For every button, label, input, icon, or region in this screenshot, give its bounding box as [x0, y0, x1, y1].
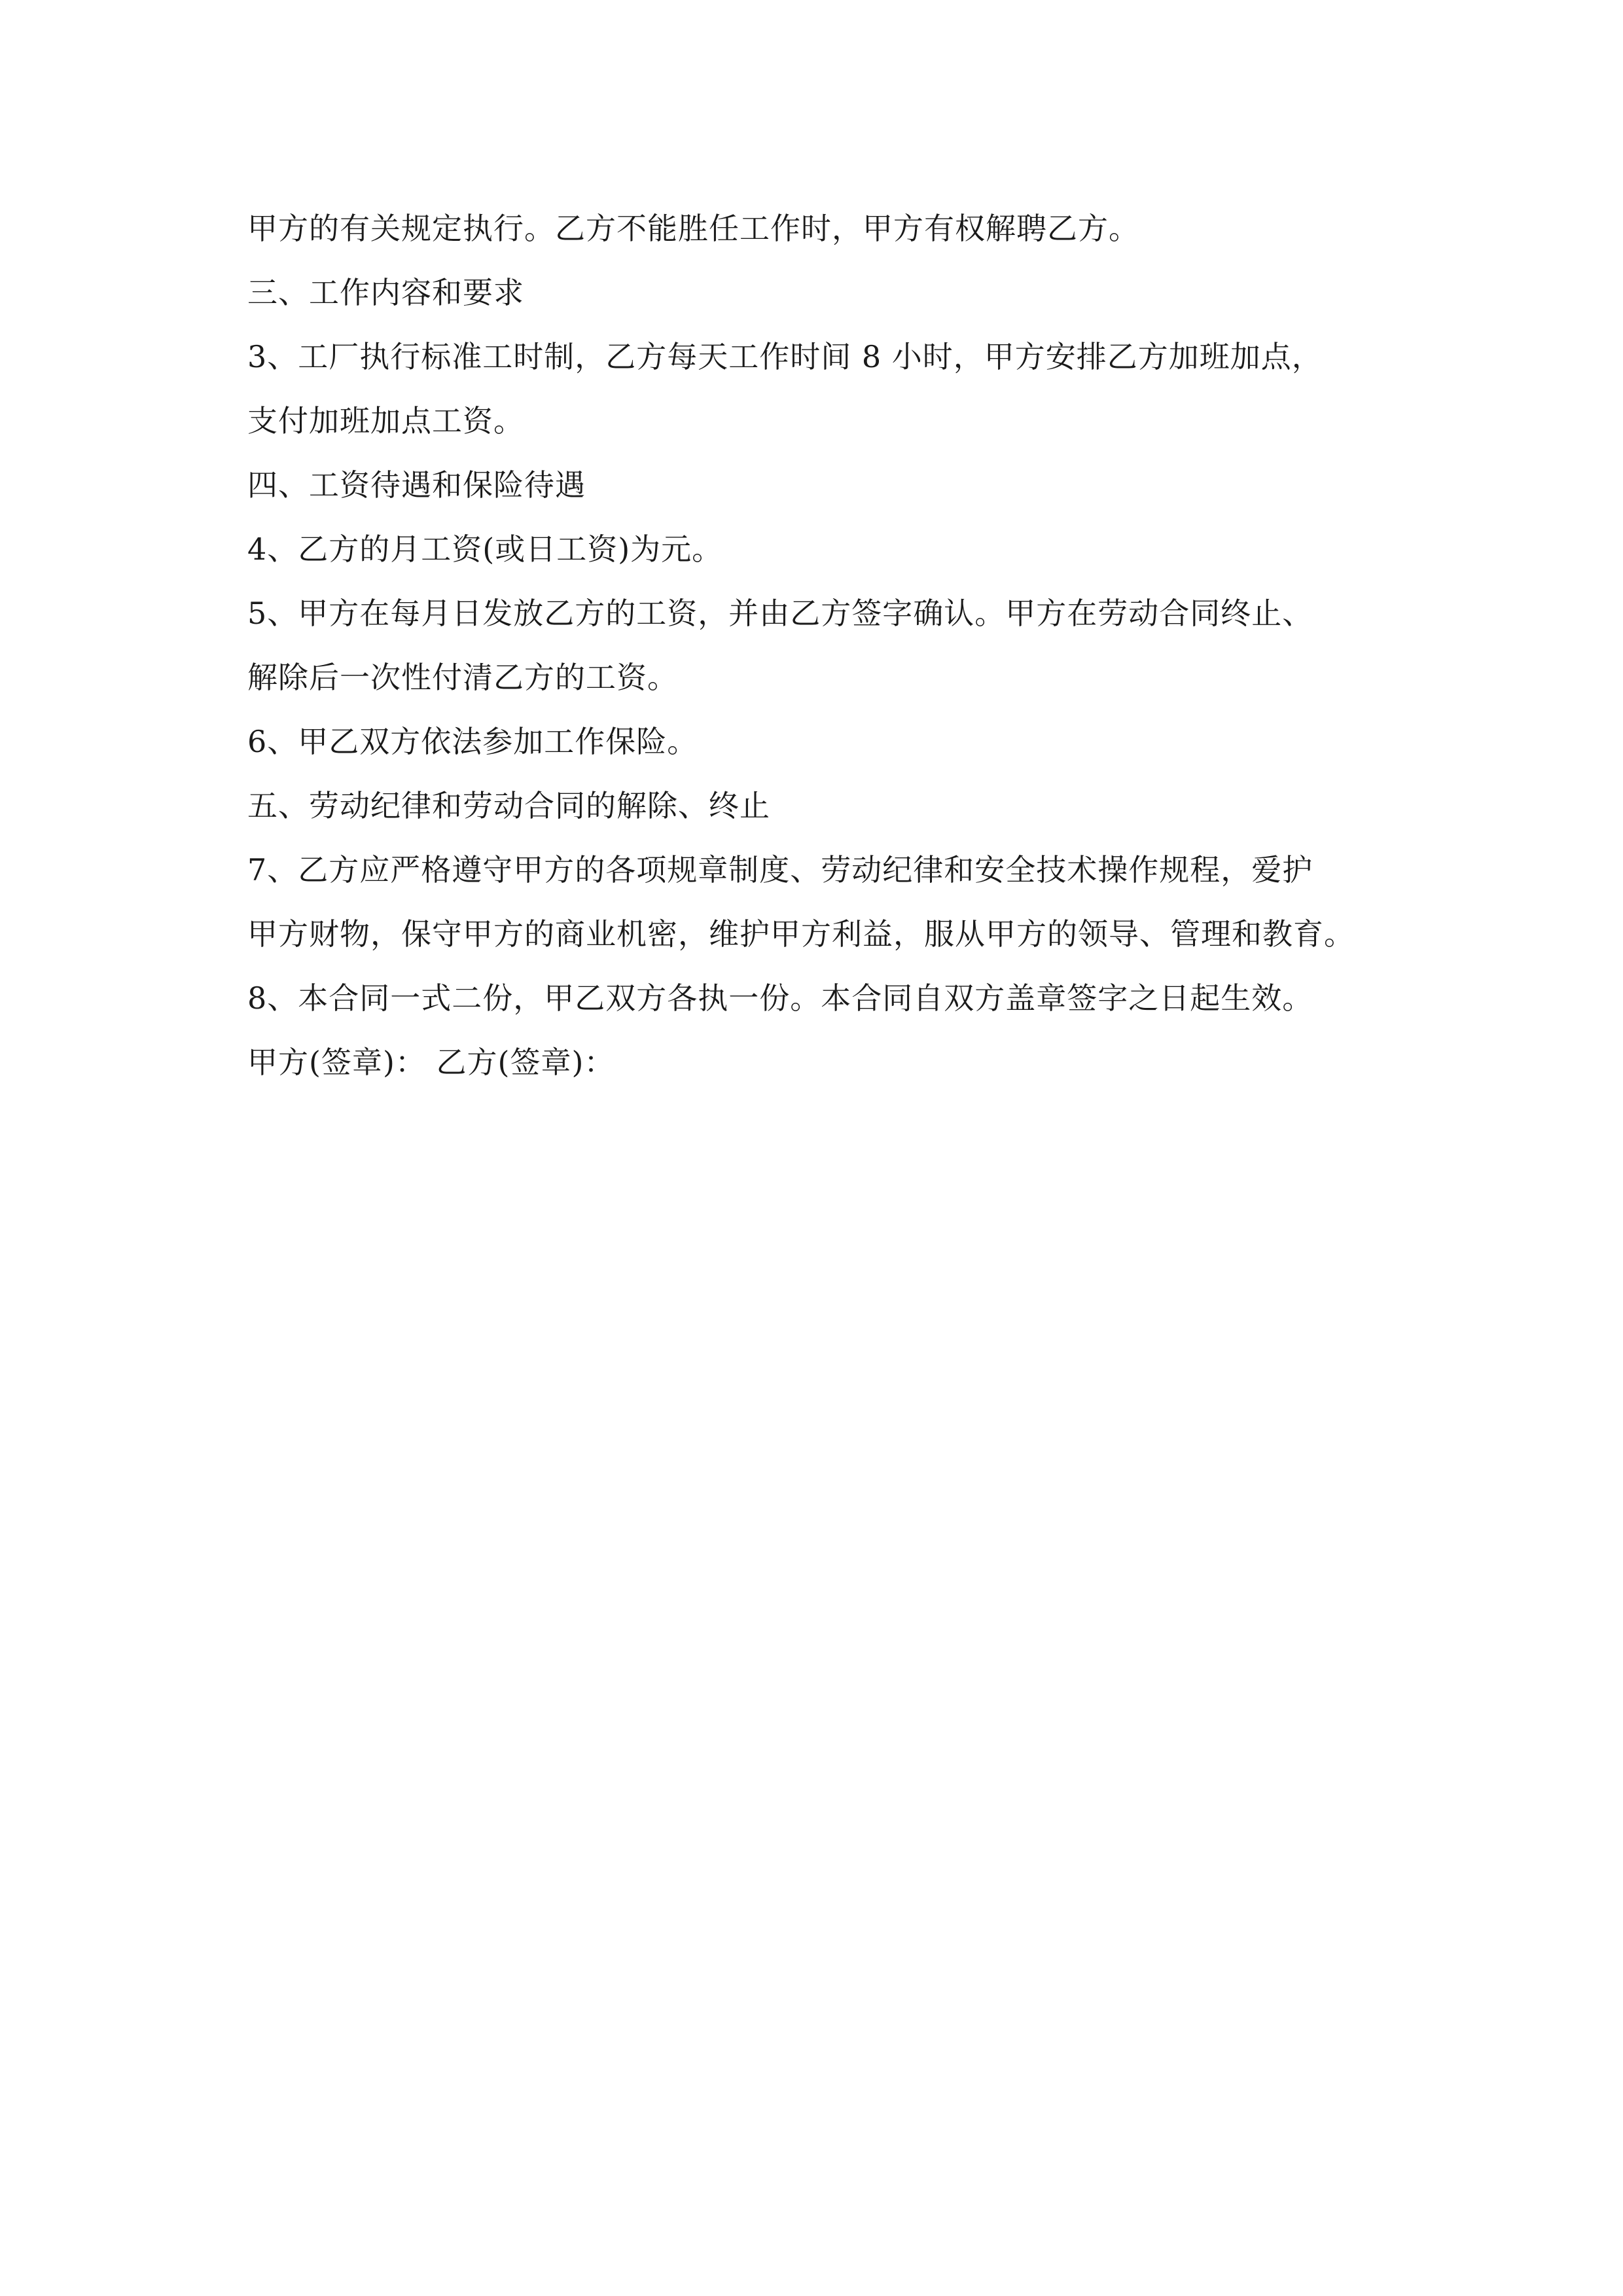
text-line: 支付加班加点工资。 — [247, 403, 524, 439]
document-body — [247, 196, 1399, 1094]
text-line: 7、乙方应严格遵守甲方的各项规章制度、劳动纪律和安全技术操作规程，爱护 — [247, 852, 1313, 888]
signature-line: 甲方(签章)： 乙方(签章)： — [247, 1045, 615, 1080]
text-line: 5、甲方在每月日发放乙方的工资，并由乙方签字确认。甲方在劳动合同终止、 — [247, 596, 1313, 631]
text-line: 4、乙方的月工资(或日工资)为元。 — [247, 531, 723, 567]
text-line: 3、工厂执行标准工时制，乙方每天工作时间 8 小时，甲方安排乙方加班加点， — [247, 339, 1323, 374]
text-line: 解除后一次性付清乙方的工资。 — [247, 660, 678, 695]
text-line: 甲方的有关规定执行。乙方不能胜任工作时，甲方有权解聘乙方。 — [247, 211, 1139, 246]
section-heading: 五、劳动纪律和劳动合同的解除、终止 — [247, 788, 770, 823]
text-line: 8、本合同一式二份，甲乙双方各执一份。本合同自双方盖章签字之日起生效。 — [247, 980, 1313, 1016]
section-heading: 四、工资待遇和保险待遇 — [247, 467, 586, 503]
section-heading: 三、工作内容和要求 — [247, 275, 524, 310]
text-line: 甲方财物，保守甲方的商业机密，维护甲方利益，服从甲方的领导、管理和教育。 — [247, 916, 1355, 952]
text-line: 6、甲乙双方依法参加工作保险。 — [247, 724, 698, 759]
